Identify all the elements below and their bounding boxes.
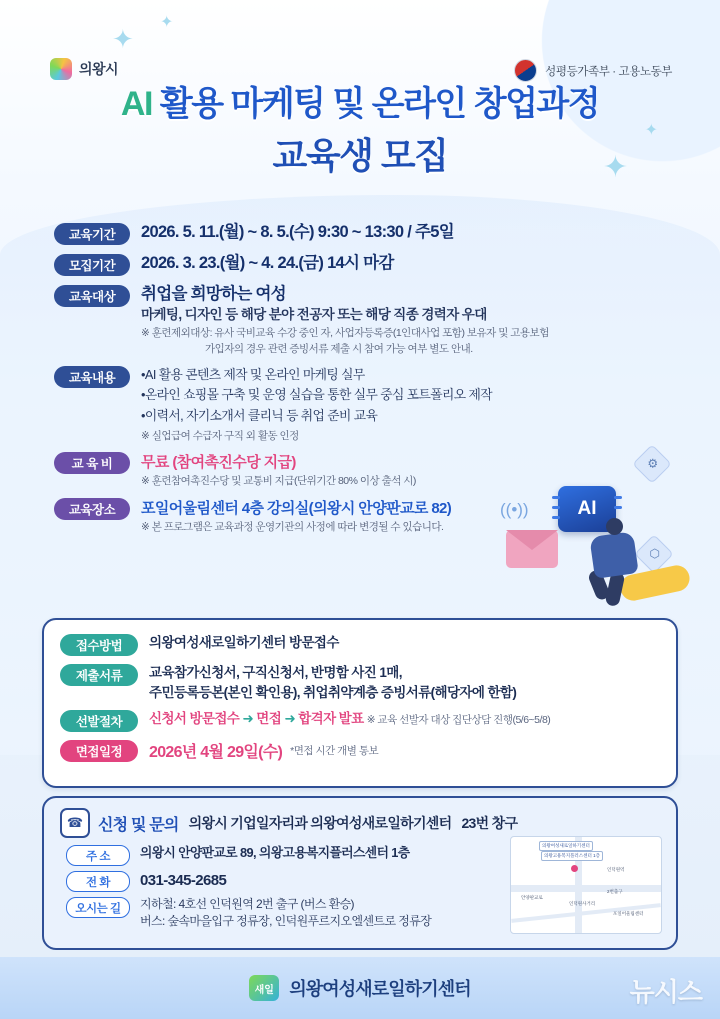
chip-pin-icon	[552, 506, 560, 509]
footer-organization: 의왕여성새로일하기센터	[289, 979, 471, 999]
map-label: 인덕원사거리	[569, 901, 596, 906]
wifi-icon: ((•))	[500, 500, 529, 519]
apply-tag: 접수방법	[60, 634, 138, 656]
ai-illustration	[488, 448, 698, 623]
info-value: 2026. 3. 23.(월) ~ 4. 24.(금) 14시 마감	[141, 254, 394, 272]
info-note-2: 가입자의 경우 관련 증빙서류 제출 시 참여 가능 여부 별도 안내.	[205, 342, 473, 355]
contact-box	[42, 796, 678, 950]
chip-pin-icon	[552, 516, 560, 519]
contact-value: 의왕시 안양판교로 89, 의왕고용복지플러스센터 1층	[140, 845, 410, 860]
info-note: ※ 훈련참여촉진수당 및 교통비 지급(단위기간 80% 이상 출석 시)	[141, 475, 416, 488]
watermark: 뉴시스	[629, 977, 702, 1007]
title-ai-word: AI	[120, 85, 152, 123]
apply-value: 의왕여성새로일하기센터 방문접수	[149, 635, 339, 650]
info-bullet: •AI 활용 콘텐츠 제작 및 온라인 마케팅 실무	[141, 366, 365, 382]
city-logo	[50, 58, 118, 80]
sparkle-icon: ✦	[644, 122, 658, 139]
info-desk-icon: ☎	[60, 808, 90, 838]
chip-pin-icon	[614, 506, 622, 509]
info-row-target	[54, 284, 678, 357]
map-pin-icon	[571, 865, 578, 872]
contact-header	[44, 798, 676, 838]
poster-footer	[0, 957, 720, 1019]
city-logo-icon	[50, 58, 72, 80]
poster-header	[0, 28, 720, 78]
info-bullet: •온라인 쇼핑몰 구축 및 운영 실습을 통한 실무 중심 포트폴리오 제작	[141, 387, 493, 403]
sparkle-icon: ✦	[602, 151, 628, 184]
arrow-icon: ➜	[284, 711, 296, 727]
contact-value: 지하철: 4호선 인덕원역 2번 출구 (버스 환승)	[140, 897, 354, 911]
apply-tag: 제출서류	[60, 664, 138, 686]
contact-label: 전 화	[66, 871, 130, 892]
sparkle-icon: ✦	[112, 24, 134, 54]
selection-step-3: 합격자 발표	[298, 711, 364, 727]
government-label: 성평등가족부 · 고용노동부	[545, 65, 672, 78]
contact-label: 주 소	[66, 845, 130, 866]
info-tag: 교육내용	[54, 366, 130, 388]
city-logo-label: 의왕시	[79, 61, 119, 77]
info-value: 취업을 희망하는 여성	[141, 285, 286, 303]
info-note: ※ 본 프로그램은 교육과정 운영기관의 사정에 따라 변경될 수 있습니다.	[141, 521, 444, 534]
envelope-icon	[506, 530, 558, 568]
taegeuk-icon	[514, 59, 537, 82]
map-label: 인덕원역	[607, 867, 625, 872]
map-label: 의왕여성새로일하기센터	[539, 841, 593, 851]
contact-window-number: 23번 창구	[461, 815, 518, 831]
info-value: 2026. 5. 11.(월) ~ 8. 5.(수) 9:30 ~ 13:30 / 주5일	[141, 223, 454, 241]
apply-value: 교육참가신청서, 구직신청서, 반명함 사진 1매,	[149, 665, 402, 680]
info-row-content	[54, 365, 678, 444]
saeil-logo-icon: 새일	[249, 975, 279, 1001]
info-value: 무료 (참여촉진수당 지급)	[141, 454, 296, 472]
contact-subtitle: 의왕시 기업일자리과 의왕여성새로일하기센터	[188, 815, 452, 831]
contact-label: 오시는 길	[66, 897, 130, 918]
selection-step-2: 면접	[256, 711, 282, 727]
info-note: ※ 훈련제외대상: 유사 국비교육 수강 중인 자, 사업자등록증(1인대사업 포함) 보유자 및 고용보험	[141, 327, 549, 340]
map-label: 의왕고용복지플러스센터 1층	[541, 851, 603, 861]
interview-date: 2026년 4월 29일(수)	[149, 744, 283, 762]
info-tag: 모집기간	[54, 254, 130, 276]
map-label: 포일어울림센터	[613, 911, 644, 916]
apply-value-2: 주민등록등본(본인 확인용), 취업취약계층 증빙서류(해당자에 한함)	[149, 684, 517, 700]
selection-step-1: 신청서 방문접수	[149, 711, 240, 727]
apply-tag: 면접일정	[60, 740, 138, 762]
info-row-period	[54, 222, 678, 245]
chip-pin-icon	[552, 496, 560, 499]
contact-value[interactable]: 031-345-2685	[140, 872, 227, 889]
map-label: 2번출구	[607, 889, 623, 894]
arrow-icon: ➜	[242, 711, 254, 727]
person-body-icon	[589, 531, 638, 579]
apply-row-selection	[60, 709, 658, 732]
info-tag: 교육기간	[54, 223, 130, 245]
info-subvalue: 마케팅, 디자인 등 해당 분야 전공자 또는 해당 직종 경력자 우대	[141, 306, 487, 322]
location-map	[510, 836, 662, 934]
contact-value-2: 버스: 숲속마을입구 정류장, 인덕원푸르지오엘센트로 정류장	[140, 914, 432, 929]
person-head-icon	[606, 518, 623, 535]
contact-title: 신청 및 문의	[98, 816, 179, 834]
info-bullet: •이력서, 자기소개서 클리닉 등 취업 준비 교육	[141, 408, 378, 423]
sparkle-icon: ✦	[160, 14, 174, 31]
info-row-recruit	[54, 253, 678, 276]
apply-row-method	[60, 633, 658, 656]
application-box	[42, 618, 678, 788]
gear-icon: ⚙	[632, 444, 672, 484]
info-note: ※ 실업급여 수급자 구직 외 활동 인정	[141, 429, 299, 442]
hexagon-icon: ⬡	[634, 534, 674, 574]
government-logo	[514, 59, 672, 82]
selection-note: ※ 교육 선발자 대상 집단상담 진행(5/6~5/8)	[366, 714, 551, 727]
map-label: 안양판교로	[521, 895, 543, 900]
info-tag: 교육대상	[54, 285, 130, 307]
title-line-1	[0, 84, 720, 124]
title-line-1-rest: 활용 마케팅 및 온라인 창업과정	[159, 85, 600, 123]
chip-pin-icon	[614, 496, 622, 499]
info-tag: 교 육 비	[54, 452, 130, 474]
apply-row-interview	[60, 739, 658, 762]
apply-row-documents	[60, 663, 658, 702]
info-value: 포일어울림센터 4층 강의실(의왕시 안양판교로 82)	[141, 500, 452, 518]
title-line-2: 교육생 모집	[272, 135, 448, 177]
ai-chip-label: AI	[558, 486, 616, 532]
interview-note: *면접 시간 개별 통보	[290, 745, 379, 758]
map-road	[511, 885, 661, 892]
info-tag: 교육장소	[54, 498, 130, 520]
apply-tag: 선발절차	[60, 710, 138, 732]
